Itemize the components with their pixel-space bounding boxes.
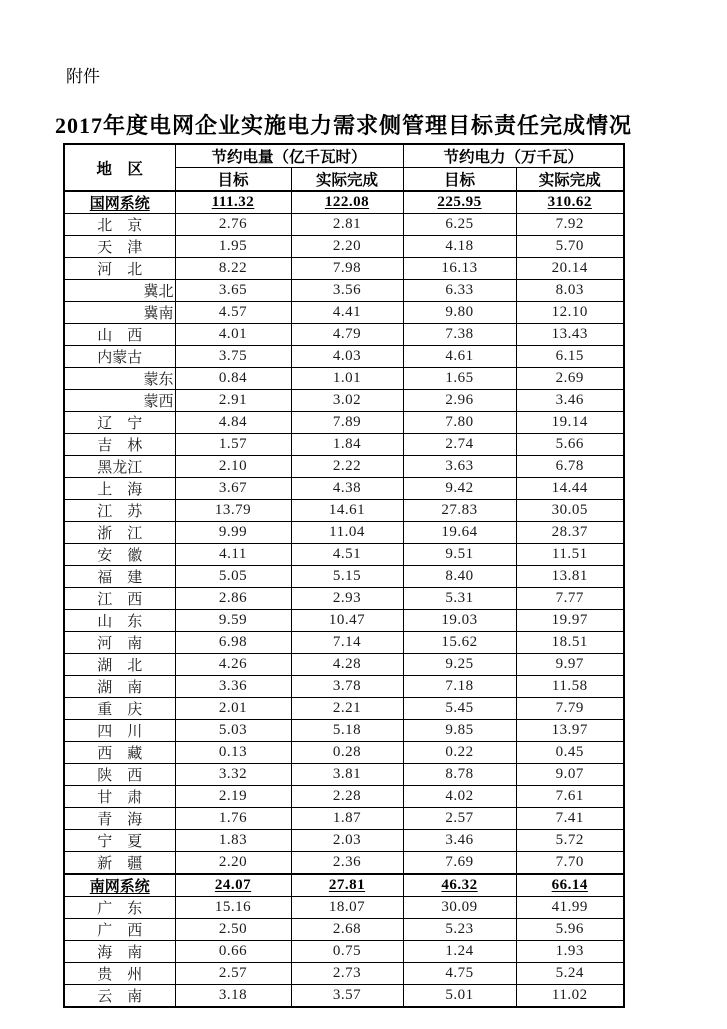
region-cell: 冀南 — [64, 302, 175, 324]
table-row — [64, 874, 624, 897]
value-cell: 5.05 — [175, 566, 291, 588]
table-row — [64, 500, 624, 522]
table-row — [64, 786, 624, 808]
value-cell: 4.26 — [175, 654, 291, 676]
value-cell: 9.99 — [175, 522, 291, 544]
value-cell: 11.02 — [516, 985, 624, 1008]
value-cell: 7.61 — [516, 786, 624, 808]
value-cell: 2.57 — [175, 963, 291, 985]
value-cell: 2.28 — [291, 786, 403, 808]
value-cell: 15.62 — [403, 632, 516, 654]
value-cell: 3.36 — [175, 676, 291, 698]
value-cell: 4.03 — [291, 346, 403, 368]
table-row — [64, 698, 624, 720]
region-cell: 广 东 — [64, 897, 175, 919]
value-cell: 5.01 — [403, 985, 516, 1008]
value-cell: 12.10 — [516, 302, 624, 324]
table-body — [64, 191, 624, 1007]
value-cell: 8.40 — [403, 566, 516, 588]
table-row — [64, 434, 624, 456]
value-cell: 2.93 — [291, 588, 403, 610]
header-group-power-saved: 节约电力（万千瓦） — [403, 144, 624, 168]
value-cell: 19.97 — [516, 610, 624, 632]
region-cell: 海 南 — [64, 941, 175, 963]
value-cell: 1.83 — [175, 830, 291, 852]
value-cell: 2.96 — [403, 390, 516, 412]
region-cell: 蒙西 — [64, 390, 175, 412]
value-cell: 2.20 — [291, 236, 403, 258]
value-cell: 5.23 — [403, 919, 516, 941]
value-cell: 14.44 — [516, 478, 624, 500]
table-row — [64, 522, 624, 544]
region-cell: 广 西 — [64, 919, 175, 941]
region-cell: 西 藏 — [64, 742, 175, 764]
region-cell: 四 川 — [64, 720, 175, 742]
value-cell: 20.14 — [516, 258, 624, 280]
value-cell: 5.96 — [516, 919, 624, 941]
value-cell: 8.78 — [403, 764, 516, 786]
value-cell: 3.46 — [516, 390, 624, 412]
value-cell: 5.72 — [516, 830, 624, 852]
value-cell: 7.92 — [516, 214, 624, 236]
value-cell: 19.64 — [403, 522, 516, 544]
value-cell: 5.70 — [516, 236, 624, 258]
region-cell: 河 南 — [64, 632, 175, 654]
value-cell: 9.51 — [403, 544, 516, 566]
region-cell: 天 津 — [64, 236, 175, 258]
value-cell: 1.65 — [403, 368, 516, 390]
table-row — [64, 720, 624, 742]
value-cell: 122.08 — [291, 191, 403, 214]
region-cell: 福 建 — [64, 566, 175, 588]
value-cell: 5.03 — [175, 720, 291, 742]
value-cell: 9.97 — [516, 654, 624, 676]
value-cell: 5.66 — [516, 434, 624, 456]
value-cell: 2.74 — [403, 434, 516, 456]
header-row-groups — [64, 144, 624, 168]
value-cell: 3.65 — [175, 280, 291, 302]
value-cell: 6.78 — [516, 456, 624, 478]
region-cell: 河 北 — [64, 258, 175, 280]
region-cell: 江 西 — [64, 588, 175, 610]
header-power-target: 目标 — [403, 168, 516, 192]
value-cell: 6.25 — [403, 214, 516, 236]
region-cell: 湖 北 — [64, 654, 175, 676]
table-row — [64, 236, 624, 258]
table-row — [64, 830, 624, 852]
value-cell: 1.57 — [175, 434, 291, 456]
value-cell: 9.80 — [403, 302, 516, 324]
value-cell: 13.79 — [175, 500, 291, 522]
value-cell: 41.99 — [516, 897, 624, 919]
region-cell: 山 东 — [64, 610, 175, 632]
value-cell: 4.75 — [403, 963, 516, 985]
value-cell: 2.86 — [175, 588, 291, 610]
region-cell: 重 庆 — [64, 698, 175, 720]
value-cell: 1.87 — [291, 808, 403, 830]
value-cell: 16.13 — [403, 258, 516, 280]
table-row — [64, 214, 624, 236]
value-cell: 13.81 — [516, 566, 624, 588]
value-cell: 4.57 — [175, 302, 291, 324]
table-row — [64, 302, 624, 324]
table-row — [64, 368, 624, 390]
value-cell: 2.19 — [175, 786, 291, 808]
table-row — [64, 632, 624, 654]
value-cell: 4.79 — [291, 324, 403, 346]
value-cell: 2.91 — [175, 390, 291, 412]
value-cell: 1.95 — [175, 236, 291, 258]
region-cell: 宁 夏 — [64, 830, 175, 852]
value-cell: 11.04 — [291, 522, 403, 544]
table-row — [64, 742, 624, 764]
region-cell: 湖 南 — [64, 676, 175, 698]
value-cell: 2.73 — [291, 963, 403, 985]
table-row — [64, 588, 624, 610]
value-cell: 3.32 — [175, 764, 291, 786]
value-cell: 3.02 — [291, 390, 403, 412]
value-cell: 7.14 — [291, 632, 403, 654]
value-cell: 7.77 — [516, 588, 624, 610]
region-cell: 陕 西 — [64, 764, 175, 786]
region-cell: 山 西 — [64, 324, 175, 346]
value-cell: 10.47 — [291, 610, 403, 632]
value-cell: 3.81 — [291, 764, 403, 786]
value-cell: 2.01 — [175, 698, 291, 720]
region-cell: 冀北 — [64, 280, 175, 302]
value-cell: 6.15 — [516, 346, 624, 368]
region-cell: 吉 林 — [64, 434, 175, 456]
value-cell: 0.75 — [291, 941, 403, 963]
value-cell: 5.31 — [403, 588, 516, 610]
value-cell: 7.18 — [403, 676, 516, 698]
value-cell: 2.57 — [403, 808, 516, 830]
region-cell: 浙 江 — [64, 522, 175, 544]
value-cell: 4.38 — [291, 478, 403, 500]
value-cell: 7.79 — [516, 698, 624, 720]
table-row — [64, 985, 624, 1008]
table-row — [64, 390, 624, 412]
attachment-label: 附件 — [66, 67, 100, 86]
value-cell: 3.63 — [403, 456, 516, 478]
region-cell: 甘 肃 — [64, 786, 175, 808]
dsm-completion-table — [63, 143, 625, 1008]
value-cell: 3.18 — [175, 985, 291, 1008]
value-cell: 4.41 — [291, 302, 403, 324]
value-cell: 0.45 — [516, 742, 624, 764]
value-cell: 18.51 — [516, 632, 624, 654]
table-row — [64, 808, 624, 830]
value-cell: 2.81 — [291, 214, 403, 236]
value-cell: 30.09 — [403, 897, 516, 919]
region-cell: 内蒙古 — [64, 346, 175, 368]
region-cell: 上 海 — [64, 478, 175, 500]
value-cell: 8.03 — [516, 280, 624, 302]
value-cell: 4.02 — [403, 786, 516, 808]
region-cell: 云 南 — [64, 985, 175, 1008]
table-row — [64, 324, 624, 346]
value-cell: 3.67 — [175, 478, 291, 500]
value-cell: 46.32 — [403, 874, 516, 897]
header-power-actual: 实际完成 — [516, 168, 624, 192]
value-cell: 1.24 — [403, 941, 516, 963]
table-row — [64, 544, 624, 566]
value-cell: 4.28 — [291, 654, 403, 676]
table-row — [64, 919, 624, 941]
page-title: 2017年度电网企业实施电力需求侧管理目标责任完成情况 — [55, 113, 633, 138]
value-cell: 27.83 — [403, 500, 516, 522]
value-cell: 3.78 — [291, 676, 403, 698]
table-row — [64, 963, 624, 985]
value-cell: 0.13 — [175, 742, 291, 764]
value-cell: 0.66 — [175, 941, 291, 963]
value-cell: 9.59 — [175, 610, 291, 632]
region-cell: 辽 宁 — [64, 412, 175, 434]
header-energy-actual: 实际完成 — [291, 168, 403, 192]
region-cell: 新 疆 — [64, 852, 175, 875]
value-cell: 8.22 — [175, 258, 291, 280]
value-cell: 7.69 — [403, 852, 516, 875]
value-cell: 1.76 — [175, 808, 291, 830]
value-cell: 2.50 — [175, 919, 291, 941]
value-cell: 2.10 — [175, 456, 291, 478]
value-cell: 4.84 — [175, 412, 291, 434]
value-cell: 2.22 — [291, 456, 403, 478]
value-cell: 7.89 — [291, 412, 403, 434]
region-cell: 国网系统 — [64, 191, 175, 214]
value-cell: 7.80 — [403, 412, 516, 434]
table-row — [64, 897, 624, 919]
table-row — [64, 941, 624, 963]
value-cell: 5.24 — [516, 963, 624, 985]
region-cell: 北 京 — [64, 214, 175, 236]
value-cell: 9.07 — [516, 764, 624, 786]
value-cell: 7.98 — [291, 258, 403, 280]
value-cell: 13.43 — [516, 324, 624, 346]
value-cell: 19.03 — [403, 610, 516, 632]
header-region: 地 区 — [64, 144, 175, 191]
table-row — [64, 346, 624, 368]
value-cell: 9.42 — [403, 478, 516, 500]
value-cell: 0.28 — [291, 742, 403, 764]
table-row — [64, 258, 624, 280]
value-cell: 18.07 — [291, 897, 403, 919]
value-cell: 2.69 — [516, 368, 624, 390]
value-cell: 30.05 — [516, 500, 624, 522]
value-cell: 11.51 — [516, 544, 624, 566]
region-cell: 安 徽 — [64, 544, 175, 566]
value-cell: 27.81 — [291, 874, 403, 897]
table-row — [64, 852, 624, 875]
value-cell: 7.70 — [516, 852, 624, 875]
table-row — [64, 764, 624, 786]
value-cell: 5.45 — [403, 698, 516, 720]
value-cell: 7.38 — [403, 324, 516, 346]
value-cell: 19.14 — [516, 412, 624, 434]
region-cell: 南网系统 — [64, 874, 175, 897]
value-cell: 4.51 — [291, 544, 403, 566]
value-cell: 2.21 — [291, 698, 403, 720]
value-cell: 310.62 — [516, 191, 624, 214]
value-cell: 9.85 — [403, 720, 516, 742]
value-cell: 3.75 — [175, 346, 291, 368]
region-cell: 黑龙江 — [64, 456, 175, 478]
value-cell: 15.16 — [175, 897, 291, 919]
value-cell: 2.03 — [291, 830, 403, 852]
table-header — [64, 144, 624, 191]
table-row — [64, 412, 624, 434]
header-energy-target: 目标 — [175, 168, 291, 192]
value-cell: 3.56 — [291, 280, 403, 302]
value-cell: 111.32 — [175, 191, 291, 214]
value-cell: 225.95 — [403, 191, 516, 214]
value-cell: 4.18 — [403, 236, 516, 258]
value-cell: 0.22 — [403, 742, 516, 764]
value-cell: 6.98 — [175, 632, 291, 654]
table-row — [64, 566, 624, 588]
table-row — [64, 456, 624, 478]
value-cell: 28.37 — [516, 522, 624, 544]
value-cell: 11.58 — [516, 676, 624, 698]
value-cell: 5.18 — [291, 720, 403, 742]
value-cell: 13.97 — [516, 720, 624, 742]
value-cell: 1.84 — [291, 434, 403, 456]
value-cell: 14.61 — [291, 500, 403, 522]
value-cell: 1.93 — [516, 941, 624, 963]
value-cell: 2.68 — [291, 919, 403, 941]
region-cell: 贵 州 — [64, 963, 175, 985]
table-row — [64, 676, 624, 698]
value-cell: 24.07 — [175, 874, 291, 897]
value-cell: 6.33 — [403, 280, 516, 302]
region-cell: 江 苏 — [64, 500, 175, 522]
value-cell: 1.01 — [291, 368, 403, 390]
value-cell: 3.57 — [291, 985, 403, 1008]
region-cell: 蒙东 — [64, 368, 175, 390]
value-cell: 9.25 — [403, 654, 516, 676]
value-cell: 5.15 — [291, 566, 403, 588]
value-cell: 2.76 — [175, 214, 291, 236]
value-cell: 0.84 — [175, 368, 291, 390]
value-cell: 4.11 — [175, 544, 291, 566]
value-cell: 7.41 — [516, 808, 624, 830]
table-row — [64, 610, 624, 632]
value-cell: 2.20 — [175, 852, 291, 875]
region-cell: 青 海 — [64, 808, 175, 830]
table-row — [64, 654, 624, 676]
value-cell: 3.46 — [403, 830, 516, 852]
value-cell: 4.01 — [175, 324, 291, 346]
header-group-energy-saved: 节约电量（亿千瓦时） — [175, 144, 403, 168]
value-cell: 2.36 — [291, 852, 403, 875]
table-row — [64, 191, 624, 214]
value-cell: 66.14 — [516, 874, 624, 897]
table-row — [64, 478, 624, 500]
table-row — [64, 280, 624, 302]
value-cell: 4.61 — [403, 346, 516, 368]
